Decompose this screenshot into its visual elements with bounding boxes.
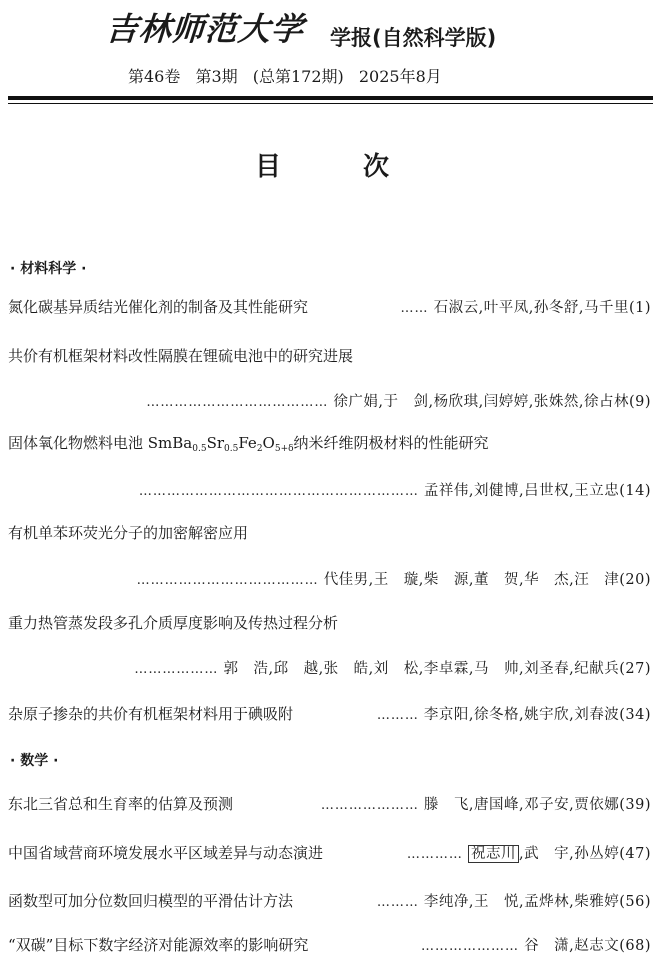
article-title[interactable]: 氮化碳基异质结光催化剂的制备及其性能研究 [8,298,309,316]
header-rule-thin [8,103,653,104]
leader-dots: …………………………………………………… [138,484,419,499]
article-page: (39) [619,797,651,813]
article-byline [401,296,651,317]
leader-dots: ………… [406,847,463,862]
leader-dots: ………………… [421,939,520,954]
article-title[interactable]: 重力热管蒸发段多孔介质厚度影响及传热过程分析 [8,614,339,632]
article-title[interactable]: 固体氧化物燃料电池 $SmBa_{0.5}Sr_{0.5}Fe_2O_{5+\delta}$纳米纤维阴极材料的性能研究 [8,434,489,454]
article-byline [146,390,651,411]
article-title[interactable]: 杂原子掺杂的共价有机框架材料用于碘吸附 [8,705,294,723]
boxed-author: 祝志川 [468,845,519,863]
leader-dots: ……… [376,895,419,910]
article-authors: ,武 宇,孙丛婷 [519,846,620,862]
leader-dots: …… [400,301,429,316]
article-byline [137,568,651,589]
total-number: (总第172期) [252,67,344,86]
journal-logo: 吉林师范大学 [104,10,306,48]
article-page: (27) [619,661,651,677]
article-byline [421,934,651,955]
journal-subtitle: 学报(自然科学版) [330,26,497,50]
header-rule-thick [8,96,653,100]
article-page: (68) [619,938,651,954]
article-authors: 滕 飞,唐国峰,邓子安,贾依娜 [423,797,620,813]
leader-dots: ………………………………… [146,395,329,410]
issue-info [128,64,452,87]
toc-title: 目次 [255,152,472,182]
article-byline [377,890,651,911]
article-title[interactable]: 函数型可加分位数回归模型的平滑估计方法 [8,892,294,910]
leader-dots: ……… [376,708,419,723]
article-title[interactable]: “双碳”目标下数字经济对能源效率的影响研究 [8,936,309,954]
article-title[interactable]: 有机单苯环荧光分子的加密解密应用 [8,524,249,542]
article-byline [321,793,651,814]
article-authors: 李京阳,徐冬格,姚宇欣,刘春波 [423,707,620,723]
article-authors: 石淑云,叶平凤,孙冬舒,马千里 [433,300,629,316]
article-authors: 谷 潇,赵志文 [524,938,620,954]
article-authors: 徐广娟,于 剑,杨欣琪,闫婷婷,张姝然,徐占林 [333,394,629,410]
article-page: (14) [619,483,651,499]
article-byline [139,479,651,500]
article-authors: 代佳男,王 璇,柴 源,董 贺,华 杰,汪 津 [323,572,620,588]
article-byline [134,657,651,678]
leader-dots: ……………… [134,662,219,677]
article-page: (1) [628,300,651,316]
article-title[interactable]: 东北三省总和生育率的估算及预测 [8,795,234,813]
leader-dots: ………………… [320,798,419,813]
article-authors: 李纯净,王 悦,孟烨林,柴雅婷 [423,894,620,910]
article-title[interactable]: 中国省域营商环境发展水平区域差异与动态演进 [8,844,324,862]
article-title[interactable]: 共价有机框架材料改性隔膜在锂硫电池中的研究进展 [8,347,354,365]
article-byline [407,842,651,863]
article-page: (56) [619,894,651,910]
article-byline [377,703,651,724]
volume: 第46卷 [128,67,181,86]
article-page: (34) [619,707,651,723]
article-authors: 孟祥伟,刘健博,吕世权,王立忠 [423,483,620,499]
number: 第3期 [195,67,238,86]
article-page: (47) [619,846,651,862]
article-page: (9) [628,394,651,410]
article-authors: 郭 浩,邱 越,张 皓,刘 松,李卓霖,马 帅,刘圣春,纪献兵 [223,661,620,677]
section-label-materials: · 材料科学 · [10,261,87,277]
section-label-math: · 数学 · [10,753,59,769]
issue-date: 2025年8月 [358,67,442,86]
article-page: (20) [619,572,651,588]
leader-dots: ………………………………… [136,573,319,588]
